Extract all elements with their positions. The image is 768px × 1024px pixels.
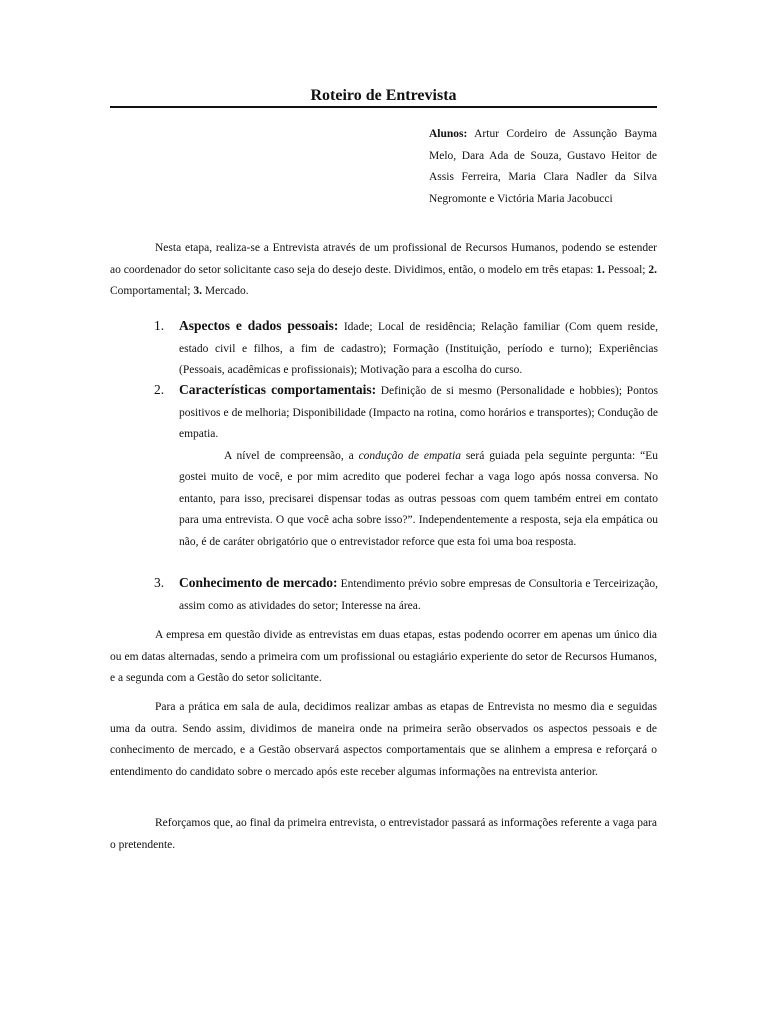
list-text: Definição de si mesmo (Personalidade e hobbies); Pontos positivos e de melhoria; Disponibilidade (Impacto na rotina, como horários e transportes); Condução de empatia.: [179, 385, 658, 440]
list-heading: Conhecimento de mercado:: [179, 575, 338, 590]
list-text: Idade; Local de residência; Relação familiar (Com quem reside, estado civil e filhos, a fim de cadastro); Formação (Instituição, período e turno); Experiências (Pessoais, acadêmicas e profissionais); Motivação para a escolha do curso.: [179, 321, 658, 376]
intro-num-1: 1.: [596, 263, 605, 276]
list-item-market: [154, 572, 658, 617]
list-item-personal: [154, 315, 658, 382]
empathy-text-before: A nível de compreensão, a: [224, 449, 359, 462]
list-heading: Aspectos e dados pessoais:: [179, 318, 339, 333]
intro-stage-1: Pessoal;: [604, 263, 649, 276]
empathy-paragraph: [179, 446, 658, 554]
authors-names: Artur Cordeiro de Assunção Bayma Melo, Dara Ada de Souza, Gustavo Heitor de Assis Ferreira, Maria Clara Nadler da Silva Negromonte e Victória Maria Jacobucci: [429, 128, 657, 205]
intro-num-3: 3.: [193, 285, 202, 297]
paragraph-stages: A empresa em questão divide as entrevistas em duas etapas, estas podendo ocorrer em apenas um único dia ou em datas alternadas, sendo a primeira com um profissional ou estagiário experiente do setor de Recursos Humanos, e a segunda com a Gestão do setor solicitante.: [110, 629, 657, 684]
intro-stage-2: Comportamental;: [110, 285, 194, 297]
paragraph-practice: Para a prática em sala de aula, decidimos realizar ambas as etapas de Entrevista no mesmo dia e seguidas uma da outra. Sendo assim, dividimos de maneira onde na primeira serão observados os aspectos pessoais e de conhecimento de mercado, e a Gestão observará aspectos comportamentais que se alinhem a empresa e reforçará o entendimento do candidato sobre o mercado após este receber algumas informações na entrevista anterior.: [110, 701, 657, 778]
list-text: Entendimento prévio sobre empresas de Consultoria e Terceirização, assim como as atividades do setor; Interesse na área.: [179, 578, 658, 612]
document-title: Roteiro de Entrevista: [310, 87, 457, 104]
intro-paragraph: [110, 238, 657, 303]
list-number: 3.: [154, 575, 165, 590]
intro-stage-3: Mercado.: [201, 285, 249, 297]
empathy-emphasis: condução de empatia: [358, 449, 461, 462]
intro-text: Nesta etapa, realiza-se a Entrevista através de um profissional de Recursos Humanos, podendo se estender ao coordenador do setor solicitante caso seja do desejo deste. Dividimos, então, o modelo em três etapas:: [110, 242, 657, 276]
title-rule: [110, 106, 657, 108]
list-item-behavioral: [154, 379, 658, 553]
paragraph-closing: Reforçamos que, ao final da primeira entrevista, o entrevistador passará as informações referente a vaga para o pretendente.: [110, 817, 657, 851]
authors-block: [429, 124, 657, 210]
list-number: 2.: [154, 382, 165, 397]
list-heading: Características comportamentais:: [179, 382, 377, 397]
intro-num-2: 2.: [648, 263, 657, 276]
empathy-text-after: será guiada pela seguinte pergunta: “Eu gostei muito de você, e por mim acredito que poderei fechar a vaga logo após nossa conversa. No entanto, para isso, precisarei dispensar todas as outras pessoas com quem também entrei em contato para uma entrevista. O que você acha sobre isso?”. Independentemente a resposta, seja ela empática ou não, é de caráter obrigatório que o entrevistador reforce que esta foi uma boa resposta.: [179, 449, 658, 548]
authors-label: Alunos:: [429, 128, 468, 140]
list-number: 1.: [154, 318, 165, 333]
